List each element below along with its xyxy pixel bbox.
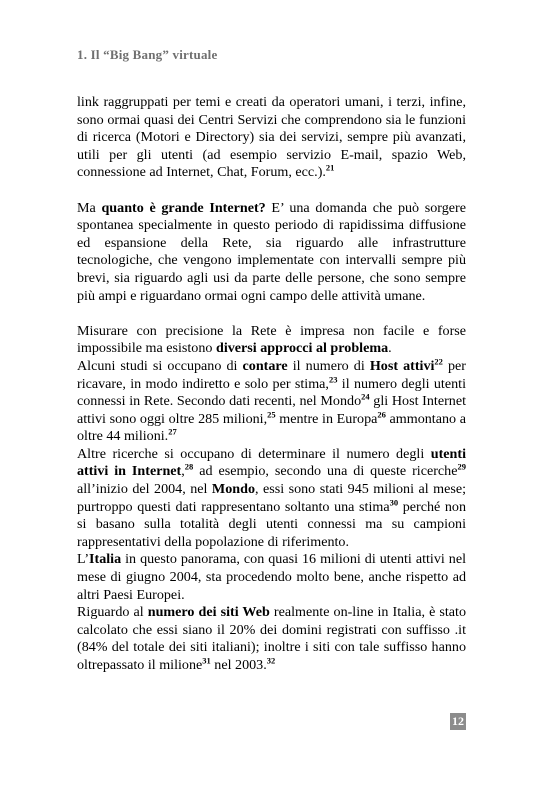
footnote-ref[interactable]: 32: [266, 655, 276, 666]
running-header: 1. Il “Big Bang” virtuale: [77, 47, 218, 62]
paragraph: Alcuni studi si occupano di contare il numero di Host attivi$^{22}$ per ricavare, in modo indiretto e solo per stima,$^{23}$ il numero degli utenti connessi in Rete. Secondo dati recenti, nel Mondo$^{24}$ gli Host Internet attivi sono oggi oltre 285 milioni,$^{25}$ mentre in Europa$^{26}$ ammontano a oltre 44 milioni.$^{27}$: [77, 356, 467, 445]
body-text: [77, 94, 466, 675]
footnote-ref[interactable]: 29: [457, 461, 466, 472]
paragraph: L’Italia in questo panorama, con quasi 16 milioni di utenti attivi nel mese di giugno 2004, sta procedendo molto bene, anche rispetto ad altri Paesi Europei.: [77, 551, 466, 603]
footnote-ref[interactable]: 30: [389, 496, 399, 507]
paragraph: Altre ricerche si occupano di determinare il numero degli utenti attivi in Internet,$^{28}$ ad esempio, secondo una di queste ricerche$^{29}$ all’inizio del 2004, nel Mondo, essi sono stati 945 milioni al mese; purtroppo questi dati rappresentano soltanto una stima$^{30}$ perché non si basano sulla totalità degli utenti connessi ma su campioni rappresentativi della popolazione di riferimento.: [77, 445, 467, 550]
footnote-ref[interactable]: 31: [202, 655, 211, 666]
footnote-ref[interactable]: 24: [361, 391, 370, 402]
footnote-ref[interactable]: 22: [434, 356, 443, 367]
footnote-ref[interactable]: 23: [328, 373, 338, 384]
footnote-ref[interactable]: 26: [377, 409, 386, 419]
footnote-ref[interactable]: 21: [325, 162, 335, 173]
paragraph: Misurare con precisione la Rete è impresa non facile e forse impossibile ma esistono diversi approcci al problema.: [77, 322, 466, 357]
page-number: 12: [452, 714, 464, 728]
footnote-ref[interactable]: 25: [267, 409, 276, 419]
footnote-ref[interactable]: 27: [168, 426, 177, 437]
paragraph: link raggruppati per temi e creati da operatori umani, i terzi, infine, sono ormai quasi dei Centri Servizi che comprendono sia le funzioni di ricerca (Motori e Directory) sia dei servizi, sempre più avanzati, utili per gli utenti (ad esempio servizio E-mail, spazio Web, connessione ad Internet, Chat, Forum, ecc.).$^{21}$: [77, 94, 466, 181]
paragraph: Riguardo al numero dei siti Web realmente on-line in Italia, è stato calcolato che essi siano il 20% dei domini registrati con suffisso .it (84% del totale dei siti italiani); inoltre i siti con tale suffisso hanno oltrepassato il milione$^{31}$ nel 2003.32: [77, 604, 467, 673]
paragraph: Ma quanto è grande Internet? E’ una domanda che può sorgere spontanea specialmente in questo periodo di rapidissima diffusione ed espansione della Rete, sia riguardo alle infrastrutture tecnologiche, che vengono implementate con intervalli sempre più brevi, sia riguardo agli usi da parte delle persone, che sono sempre più ampi e riguardano ormai ogni campo delle attività umane.: [77, 199, 466, 304]
footnote-ref[interactable]: 28: [184, 461, 194, 472]
